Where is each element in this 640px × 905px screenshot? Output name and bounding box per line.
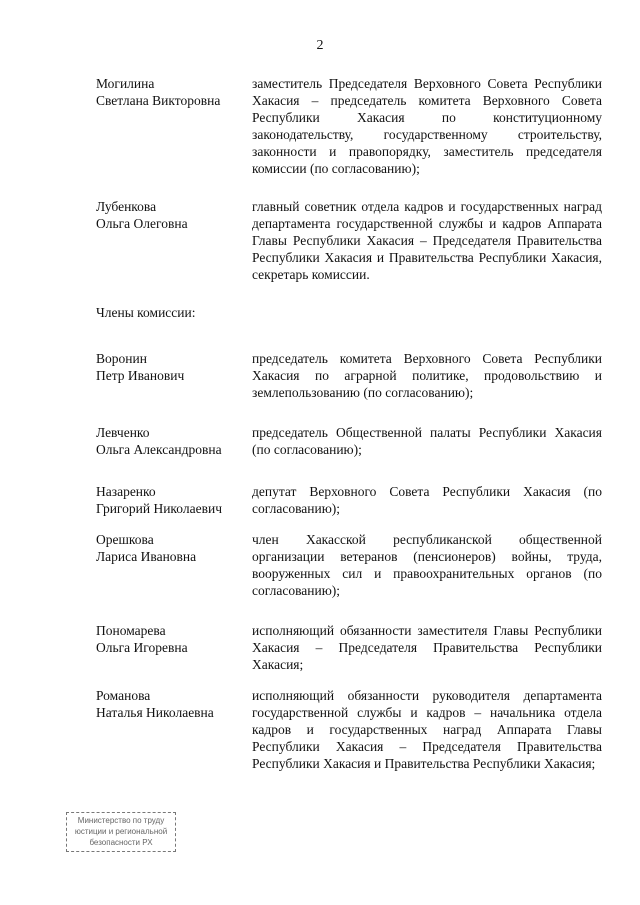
given-names: Петр Иванович [96,368,185,383]
registration-stamp [66,812,176,852]
given-names: Наталья Николаевна [96,705,214,720]
person-role: председатель комитета Верховного Совета Республики Хакасия по аграрной политике, продовольствию и землепользованию (по согласованию); [252,351,602,400]
surname: Могилина [96,76,155,91]
person-role: исполняющий обязанности заместителя Главы Республики Хакасия – Председателя Правительства Республики Хакасия; [252,623,602,672]
person-name [96,350,246,384]
surname: Левченко [96,425,150,440]
stamp-line: юстиции и региональной [74,827,168,836]
given-names: Светлана Викторовна [96,93,221,108]
given-names: Ольга Игоревна [96,640,188,655]
given-names: Лариса Ивановна [96,549,197,564]
surname: Воронин [96,351,147,366]
person-name [96,198,246,232]
person-name [96,483,246,517]
page-number: 2 [316,38,324,53]
person-role: депутат Верховного Совета Республики Хакасия (по согласованию); [252,484,602,516]
person-role: член Хакасской республиканской общественной организации ветеранов (пенсионеров) войны, труда, вооруженных сил и правоохранительных органов (по согласованию); [252,532,602,598]
person-name [96,622,246,656]
members-heading: Члены комиссии: [96,305,196,320]
surname: Романова [96,688,151,703]
stamp-line: безопасности РХ [89,838,153,847]
surname: Назаренко [96,484,156,499]
given-names: Ольга Олеговна [96,216,188,231]
person-role: исполняющий обязанности руководителя департамента государственной службы и кадров – начальника отдела кадров и государственных наград Аппарата Главы Республики Хакасия – Председателя Правительства Республики Хакасия и Правительства Республики Хакасия; [252,688,602,771]
person-role: председатель Общественной палаты Республики Хакасия (по согласованию); [252,425,602,457]
person-name [96,531,246,565]
person-name [96,687,246,721]
person-name [96,75,246,109]
surname: Пономарева [96,623,166,638]
person-role: заместитель Председателя Верховного Совета Республики Хакасия – председатель комитета Верховного Совета Республики Хакасия по конституционному законодательству, государственному строительству, законности и правопорядку, заместитель председателя комиссии (по согласованию); [252,76,602,176]
surname: Орешкова [96,532,154,547]
person-name [96,424,246,458]
given-names: Григорий Николаевич [96,501,222,516]
surname: Лубенкова [96,199,157,214]
person-role: главный советник отдела кадров и государственных наград департамента государственной службы и кадров Аппарата Главы Республики Хакасия – Председателя Правительства Республики Хакасия и Правительства Республики Хакасия, секретарь комиссии. [252,199,602,282]
stamp-line: Министерство по труду [77,816,165,825]
given-names: Ольга Александровна [96,442,222,457]
